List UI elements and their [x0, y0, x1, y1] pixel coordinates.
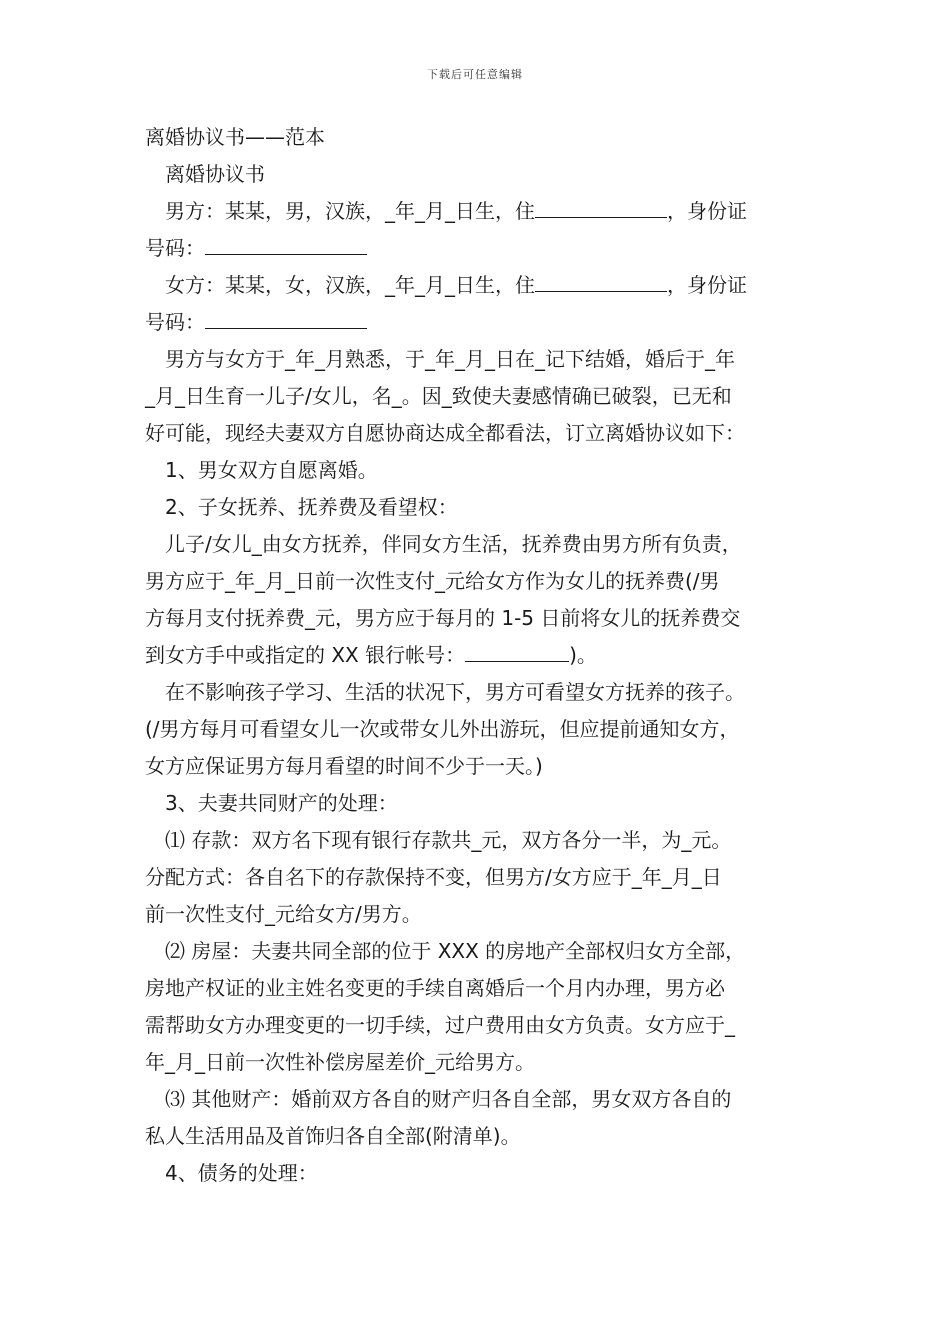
male-id-line: [145, 230, 810, 267]
clause-2-heading: 2、子女抚养、抚养费及看望权：: [165, 495, 458, 519]
female-id-label: ，身份证: [667, 273, 747, 297]
male-id-label: ，身份证: [667, 199, 747, 223]
custody-line: 儿子/女儿_由女方抚养，伴同女方生活，抚养费由男方所有负责，: [165, 532, 742, 556]
visitation-line: (/男方每月可看望女儿一次或带女儿外出游玩，但应提前通知女方，: [145, 717, 740, 741]
clause-3-heading: 3、夫妻共同财产的处理：: [165, 791, 398, 815]
female-address-blank: [535, 269, 667, 292]
female-id-blank: [205, 306, 367, 329]
visitation-line: 女方应保证男方每月看望的时间不少于一天。): [145, 754, 543, 778]
deposit-line: ⑴ 存款：双方名下现有银行存款共_元，双方各分一半，为_元。: [165, 828, 732, 852]
male-id-number-label: 号码：: [145, 236, 205, 260]
house-line: 年_月_日前一次性补偿房屋差价_元给男方。: [145, 1050, 535, 1074]
house-line: 需帮助女方办理变更的一切手续，过户费用由女方负责。女方应于_: [145, 1013, 735, 1037]
female-id-number-label: 号码：: [145, 310, 205, 334]
other-property-line: ⑶ 其他财产：婚前双方各自的财产归各自全部，男女双方各自的: [165, 1087, 732, 1111]
bank-account-blank: [465, 639, 569, 662]
agreement-document: [145, 119, 810, 1192]
visitation-line: 在不影响孩子学习、生活的状况下，男方可看望女方抚养的孩子。: [165, 680, 745, 704]
house-line: 房地产权证的业主姓名变更的手续自离婚后一个月内办理，男方必: [145, 976, 725, 1000]
document-title: 离婚协议书——范本: [145, 125, 325, 149]
document-subtitle: 离婚协议书: [165, 162, 265, 186]
clause-4-heading: 4、债务的处理：: [165, 1161, 318, 1185]
custody-line: 方每月支付抚养费_元，男方应于每月的 1-5 日前将女儿的抚养费交: [145, 606, 741, 630]
clause-1: 1、男女双方自愿离婚。: [165, 458, 378, 482]
male-address-blank: [535, 195, 667, 218]
deposit-line: 分配方式：各自名下的存款保持不变，但男方/女方应于_年_月_日: [145, 865, 722, 889]
intro-line: 好可能，现经夫妻双方自愿协商达成全都看法，订立离婚协议如下：: [145, 421, 745, 445]
female-party-text: 女方：某某，女，汉族，_年_月_日生，住: [165, 273, 535, 297]
male-party-line: [145, 193, 810, 230]
custody-account-line: [145, 637, 810, 674]
custody-account-text: 到女方手中或指定的 XX 银行帐号：: [145, 643, 466, 667]
intro-line: _月_日生育一儿子/女儿，名_。因_致使夫妻感情确已破裂，已无和: [145, 384, 732, 408]
male-party-text: 男方：某某，男，汉族，_年_月_日生，住: [165, 199, 535, 223]
intro-line: 男方与女方于_年_月熟悉，于_年_月_日在_记下结婚，婚后于_年: [165, 347, 735, 371]
female-id-line: [145, 304, 810, 341]
page-header: 下载后可任意编辑: [427, 68, 523, 81]
female-party-line: [145, 267, 810, 304]
deposit-line: 前一次性支付_元给女方/男方。: [145, 902, 422, 926]
house-line: ⑵ 房屋：夫妻共同全部的位于 XXX 的房地产全部权归女方全部，: [165, 939, 746, 963]
custody-line: 男方应于_年_月_日前一次性支付_元给女方作为女儿的抚养费(/男: [145, 569, 720, 593]
custody-account-close: )。: [569, 643, 597, 667]
male-id-blank: [205, 232, 367, 255]
other-property-line: 私人生活用品及首饰归各自全部(附清单)。: [145, 1124, 521, 1148]
